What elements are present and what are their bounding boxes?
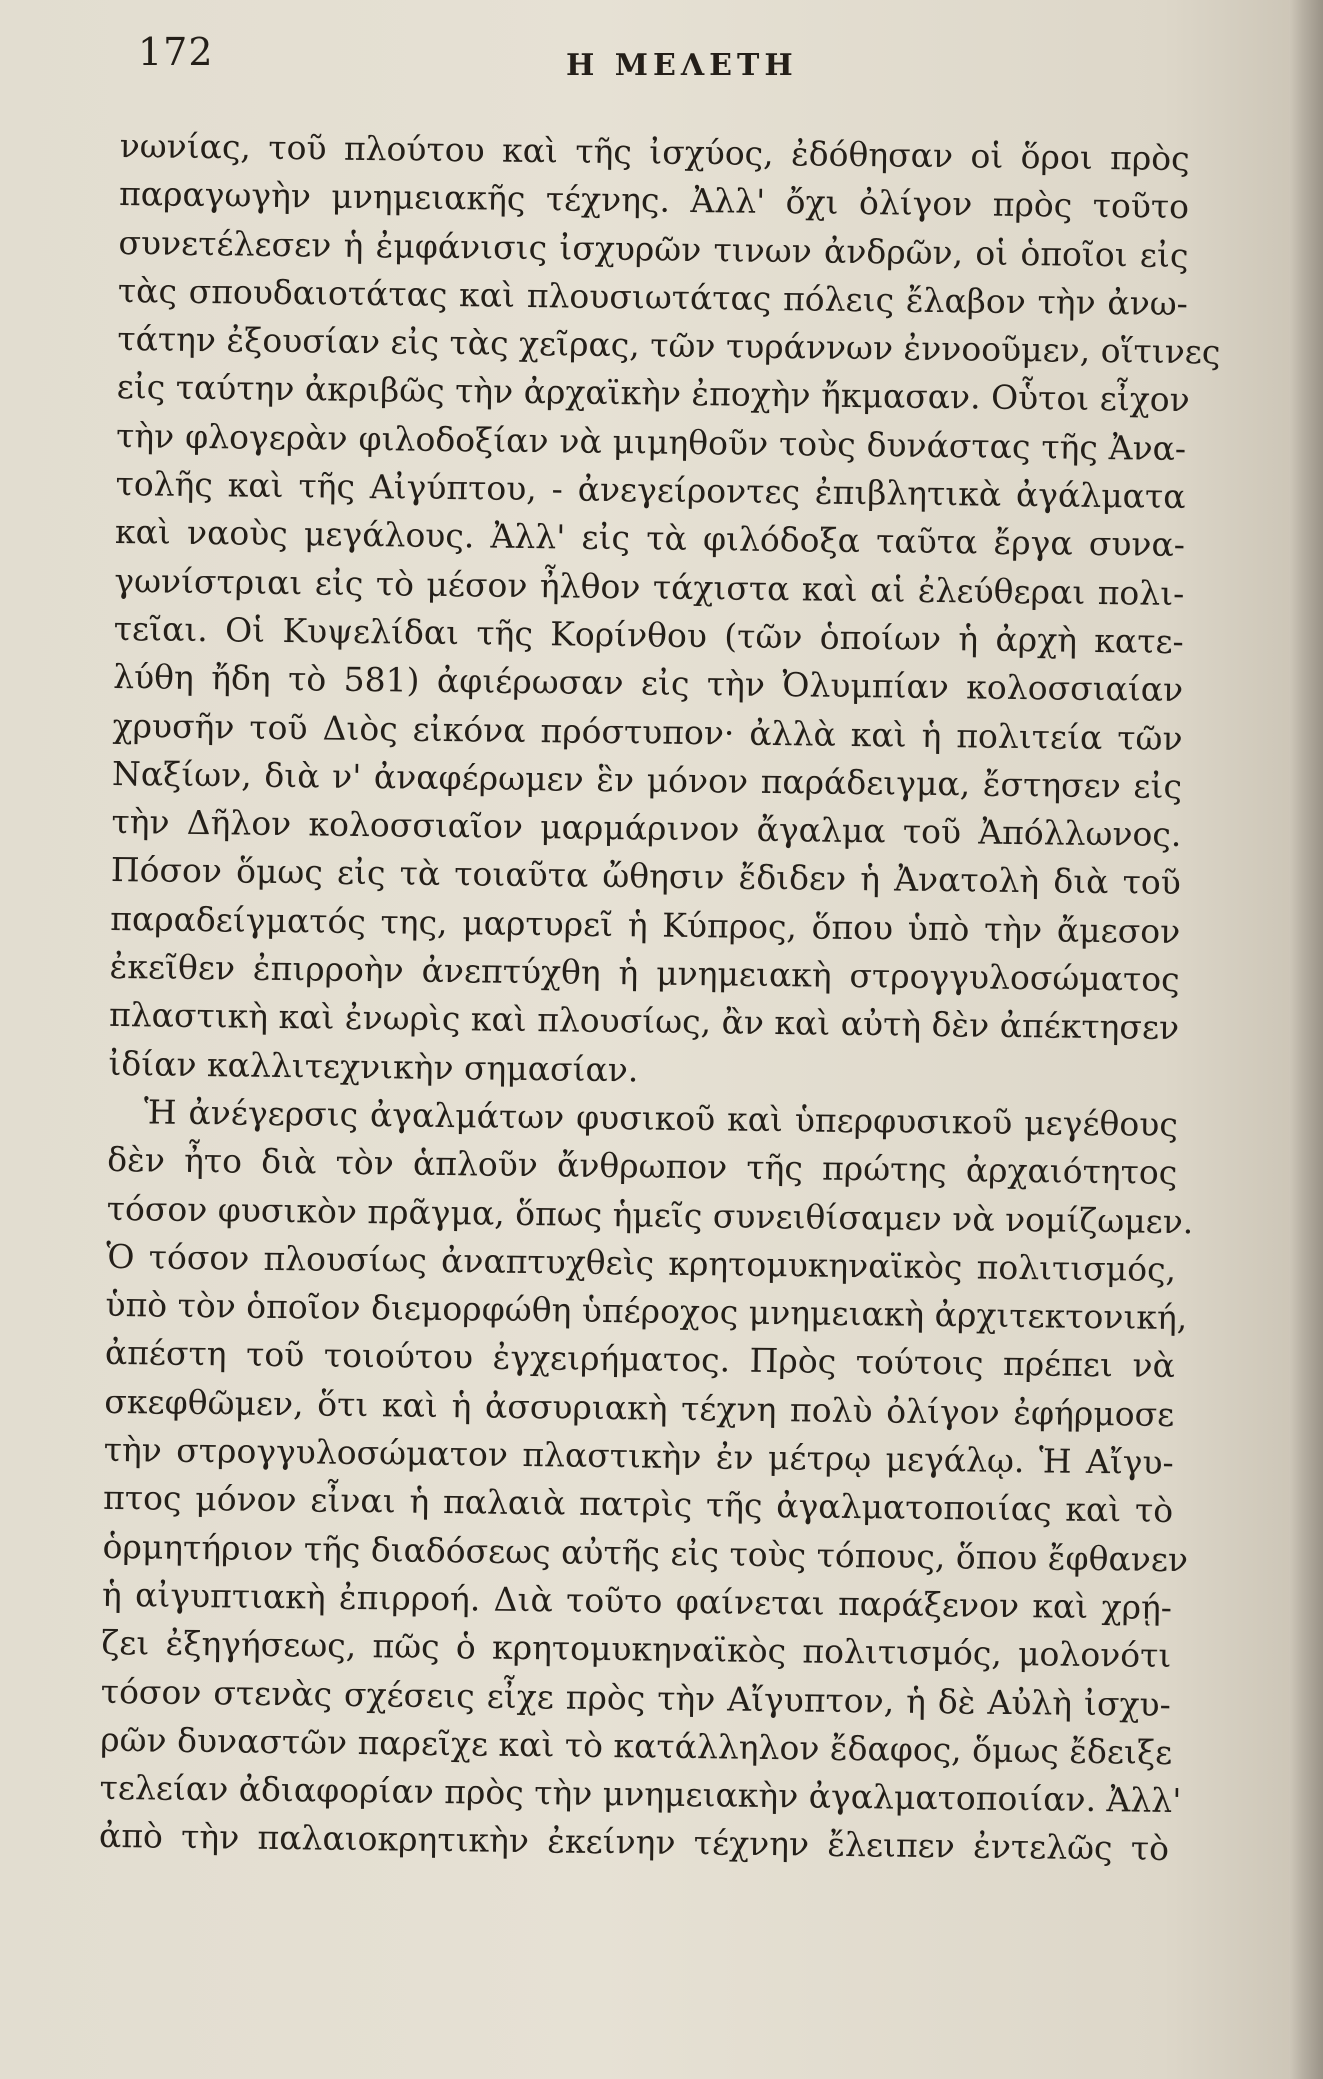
text-line: τάτην ἐξουσίαν εἰς τὰς χεῖρας, τῶν τυράννων ἐννοοῦμεν, οἵτινες (117, 319, 1221, 372)
text-line: λύθη ἤδη τὸ 581) ἀφιέρωσαν εἰς τὴν Ὀλυμπίαν κολοσσιαίαν (112, 657, 1184, 710)
text-line: ἀπέστη τοῦ τοιούτου ἐγχειρήματος. Πρὸς τούτοις πρέπει νὰ (104, 1333, 1176, 1386)
text-line: ἐκεῖθεν ἐπιρροὴν ἀνεπτύχθη ἡ μνημειακὴ στρογγυλοσώματος (109, 946, 1180, 1000)
text-line: τεῖαι. Οἱ Κυψελίδαι τῆς Κορίνθου (τῶν ὁποίων ἡ ἀρχὴ κατε- (113, 608, 1184, 662)
text-line: τὴν Δῆλον κολοσσιαῖον μαρμάρινον ἄγαλμα τοῦ Ἀπόλλωνος. (111, 802, 1182, 855)
text-line: τελείαν ἀδιαφορίαν πρὸς τὴν μνημειακὴν ἀγαλματοποιίαν. Ἀλλ' (99, 1767, 1182, 1821)
text-line: παραδείγματός της, μαρτυρεῖ ἡ Κύπρος, ὅπου ὑπὸ τὴν ἄμεσον (110, 898, 1181, 951)
text-line: τολῆς καὶ τῆς Αἰγύπτου, - ἀνεγείροντες ἐπιβλητικὰ ἀγάλματα (115, 464, 1186, 517)
body-text (98, 122, 1221, 1874)
text-line: ὑπὸ τὸν ὁποῖον διεμορφώθη ὑπέροχος μνημειακὴ ἀρχιτεκτονική, (105, 1285, 1188, 1338)
running-title: Η ΜΕΛΕΤΗ (566, 48, 798, 83)
paragraph-end-line: ἰδίαν καλλιτεχνικὴν σημασίαν. (108, 1043, 639, 1090)
text-line: ζει ἐξηγήσεως, πῶς ὁ κρητομυκηναϊκὸς πολιτισμός, μολονότι (101, 1623, 1172, 1676)
text-line: τὰς σπουδαιοτάτας καὶ πλουσιωτάτας πόλεις ἔλαβον τὴν ἀνω- (117, 270, 1189, 323)
text-line: γωνίστριαι εἰς τὸ μέσον ἦλθον τάχιστα καὶ αἱ ἐλεύθεραι πολι- (114, 560, 1185, 613)
text-line: Πόσον ὅμως εἰς τὰ τοιαῦτα ὤθησιν ἔδιδεν ἡ Ἀνατολὴ διὰ τοῦ (110, 850, 1182, 903)
text-line: σκεφθῶμεν, ὅτι καὶ ἡ ἀσσυριακὴ τέχνη πολὺ ὀλίγον ἐφήρμοσε (104, 1381, 1175, 1434)
text-line: παραγωγὴν μνημειακῆς τέχνης. Ἀλλ' ὄχι ὀλίγον πρὸς τοῦτο (118, 174, 1190, 227)
text-line: ρῶν δυναστῶν παρεῖχε καὶ τὸ κατάλληλον ἔδαφος, ὅμως ἔδειξε (100, 1719, 1173, 1772)
text-line: νωνίας, τοῦ πλούτου καὶ τῆς ἰσχύος, ἐδόθησαν οἱ ὅροι πρὸς (119, 125, 1190, 179)
text-line: Ὁ τόσον πλουσίως ἀναπτυχθεὶς κρητομυκηναϊκὸς πολιτισμός, (105, 1236, 1177, 1289)
text-line: ἡ αἰγυπτιακὴ ἐπιρροή. Διὰ τοῦτο φαίνεται παράξενον καὶ χρῄ- (101, 1574, 1173, 1627)
text-line: τόσον στενὰς σχέσεις εἶχε πρὸς τὴν Αἴγυπτον, ἡ δὲ Αὐλὴ ἰσχυ- (100, 1671, 1171, 1724)
text-line: ὁρμητήριον τῆς διαδόσεως αὐτῆς εἰς τοὺς τόπους, ὅπου ἔφθανεν (102, 1526, 1189, 1579)
text-line: καὶ ναοὺς μεγάλους. Ἀλλ' εἰς τὰ φιλόδοξα ταῦτα ἔργα συνα- (114, 512, 1186, 565)
page-edge-shadow (1289, 0, 1323, 2079)
paragraph-start-line: Ἡ ἀνέγερσις ἀγαλμάτων φυσικοῦ καὶ ὑπερφυσικοῦ μεγέθους (143, 1092, 1179, 1144)
text-line: εἰς ταύτην ἀκριβῶς τὴν ἀρχαϊκὴν ἐποχὴν ἤκμασαν. Οὗτοι εἶχον (116, 367, 1190, 420)
text-line: συνετέλεσεν ἡ ἐμφάνισις ἰσχυρῶν τινων ἀνδρῶν, οἱ ὁποῖοι εἰς (118, 222, 1189, 275)
text-line: τὴν στρογγυλοσώματον πλαστικὴν ἐν μέτρῳ μεγάλῳ. Ἡ Αἴγυ- (103, 1429, 1174, 1482)
text-line: τὴν φλογερὰν φιλοδοξίαν νὰ μιμηθοῦν τοὺς δυνάστας τῆς Ἀνα- (115, 415, 1187, 468)
page-number: 172 (138, 30, 214, 74)
text-line: τόσον φυσικὸν πρᾶγμα, ὅπως ἡμεῖς συνειθίσαμεν νὰ νομίζωμεν. (106, 1188, 1194, 1241)
text-line: δὲν ἦτο διὰ τὸν ἁπλοῦν ἄνθρωπον τῆς πρώτης ἀρχαιότητος (107, 1140, 1178, 1193)
text-line: χρυσῆν τοῦ Διὸς εἰκόνα πρόστυπον· ἀλλὰ καὶ ἡ πολιτεία τῶν (112, 705, 1183, 758)
text-line: ἀπὸ τὴν παλαιοκρητικὴν ἐκείνην τέχνην ἔλειπεν ἐντελῶς τὸ (98, 1816, 1170, 1869)
text-line: πτος μόνον εἶναι ἡ παλαιὰ πατρὶς τῆς ἀγαλματοποιίας καὶ τὸ (102, 1478, 1174, 1531)
text-line: Ναξίων, διὰ ν' ἀναφέρωμεν ἓν μόνον παράδειγμα, ἔστησεν εἰς (111, 753, 1183, 806)
text-line: πλαστικὴ καὶ ἐνωρὶς καὶ πλουσίως, ἂν καὶ αὐτὴ δὲν ἀπέκτησεν (108, 995, 1180, 1048)
